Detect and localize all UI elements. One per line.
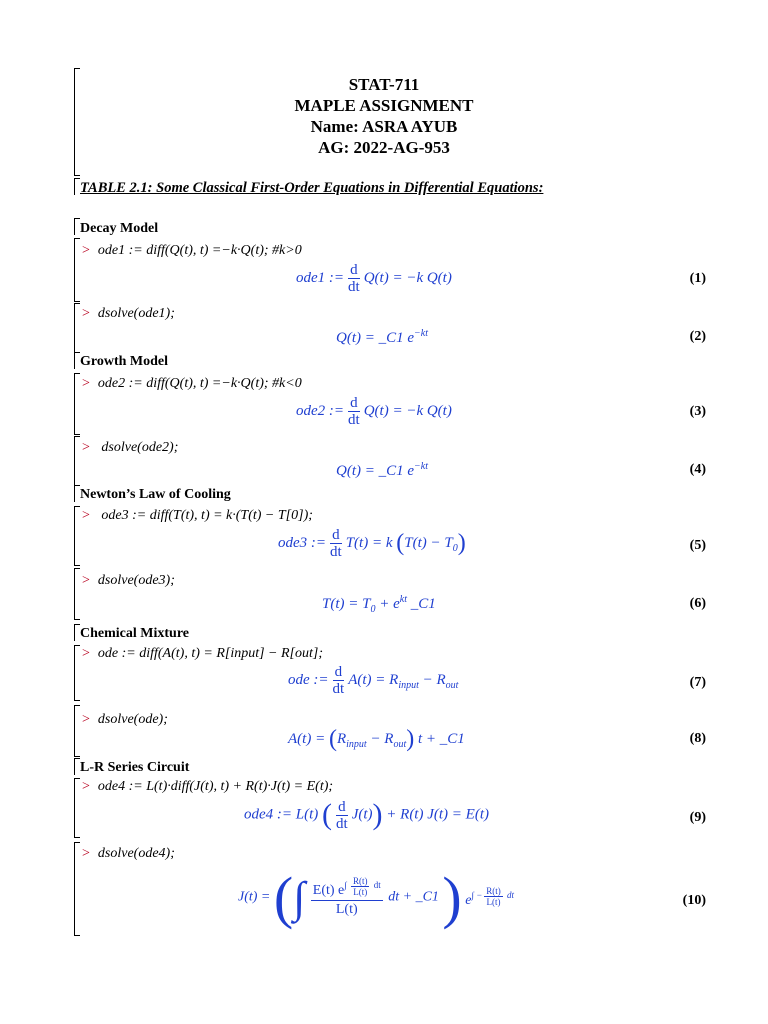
equation-number: (7) xyxy=(689,675,706,690)
section-chemical-mixture: Chemical Mixture xyxy=(80,626,189,641)
output-7: ode := $\frac{d}{dt}$ $A(t) = R_{input} - R_{out}$ xyxy=(288,664,459,697)
section-lr-circuit: L-R Series Circuit xyxy=(80,760,190,775)
prompt-icon: > xyxy=(82,573,90,588)
header-line-2: MAPLE ASSIGNMENT xyxy=(294,96,474,115)
output-4: Q(t) = _C1 $e^{-kt}$ xyxy=(336,461,428,479)
equation-number: (3) xyxy=(689,404,706,419)
prompt-icon: > xyxy=(82,243,90,258)
equation-number: (9) xyxy=(689,810,706,825)
output-9: ode4 := L(t) ( $\frac{d}{dt}$ J(t)) + R(t) J(t) = E(t) xyxy=(244,798,489,832)
output-6: $T(t) = T_0 + e^{kt}$ _C1 xyxy=(322,594,436,615)
header-line-4: AG: 2022-AG-953 xyxy=(318,138,450,157)
equation-number: (1) xyxy=(689,271,706,286)
prompt-icon: > xyxy=(82,306,90,321)
section-growth-model: Growth Model xyxy=(80,354,169,369)
prompt-icon: > xyxy=(82,779,90,794)
section-decay-model: Decay Model xyxy=(80,221,159,236)
output-3: ode2 := $\frac{d}{dt}$ Q(t) = −k Q(t) xyxy=(296,395,452,428)
equation-number: (8) xyxy=(689,731,706,746)
equation-number: (5) xyxy=(689,538,706,553)
output-1: ode1 := $\frac{d}{dt}$ Q(t) = −k Q(t) xyxy=(296,262,452,295)
prompt-icon: > xyxy=(82,508,90,523)
header-line-3: Name: ASRA AYUB xyxy=(310,117,458,136)
prompt-icon: > xyxy=(82,440,90,455)
command-line[interactable]: > ode4 := L(t)·diff(J(t), t) + R(t)·J(t) = E(t); xyxy=(82,779,334,794)
header-line-1: STAT-711 xyxy=(348,75,420,94)
prompt-icon: > xyxy=(82,712,90,727)
command-line[interactable]: > ode := diff(A(t), t) = R[input] − R[out]; xyxy=(82,646,323,661)
prompt-icon: > xyxy=(82,376,90,391)
command-line[interactable]: > dsolve(ode1); xyxy=(82,306,175,321)
command-line[interactable]: > ode2 := diff(Q(t), t) =−k·Q(t); #k<0 xyxy=(82,376,302,391)
output-5: ode3 := $\frac{d}{dt}$ T(t) = k $(T(t) - T_0)$ xyxy=(278,527,466,560)
equation-number: (2) xyxy=(689,329,706,344)
prompt-icon: > xyxy=(82,846,90,861)
command-line[interactable]: > ode3 := diff(T(t), t) = k·(T(t) − T[0]); xyxy=(82,508,313,523)
command-line[interactable]: > dsolve(ode3); xyxy=(82,573,175,588)
equation-number: (4) xyxy=(689,462,706,477)
table-title: TABLE 2.1: Some Classical First-Order Equations in Differential Equations: xyxy=(80,180,544,196)
equation-number: (6) xyxy=(689,596,706,611)
command-line[interactable]: > dsolve(ode4); xyxy=(82,846,175,861)
command-line[interactable]: > ode1 := diff(Q(t), t) =−k·Q(t); #k>0 xyxy=(82,243,302,258)
output-2: Q(t) = _C1 $e^{-kt}$ xyxy=(336,328,428,346)
output-8: $A(t) = (R_{input} - R_{out}) t$ + _C1 xyxy=(288,726,465,752)
command-line[interactable]: > dsolve(ode); xyxy=(82,712,168,727)
prompt-icon: > xyxy=(82,646,90,661)
section-newton-cooling: Newton’s Law of Cooling xyxy=(80,487,231,502)
output-10: J(t) = (∫ E(t) $e^{\int \frac{R(t)}{L(t)} dt}$ L(t) dt + _C1 ) $e^{\int - \frac{R(t)}{L(t)} dt}$ xyxy=(238,865,515,930)
equation-number: (10) xyxy=(682,893,706,908)
command-line[interactable]: > dsolve(ode2); xyxy=(82,440,179,455)
